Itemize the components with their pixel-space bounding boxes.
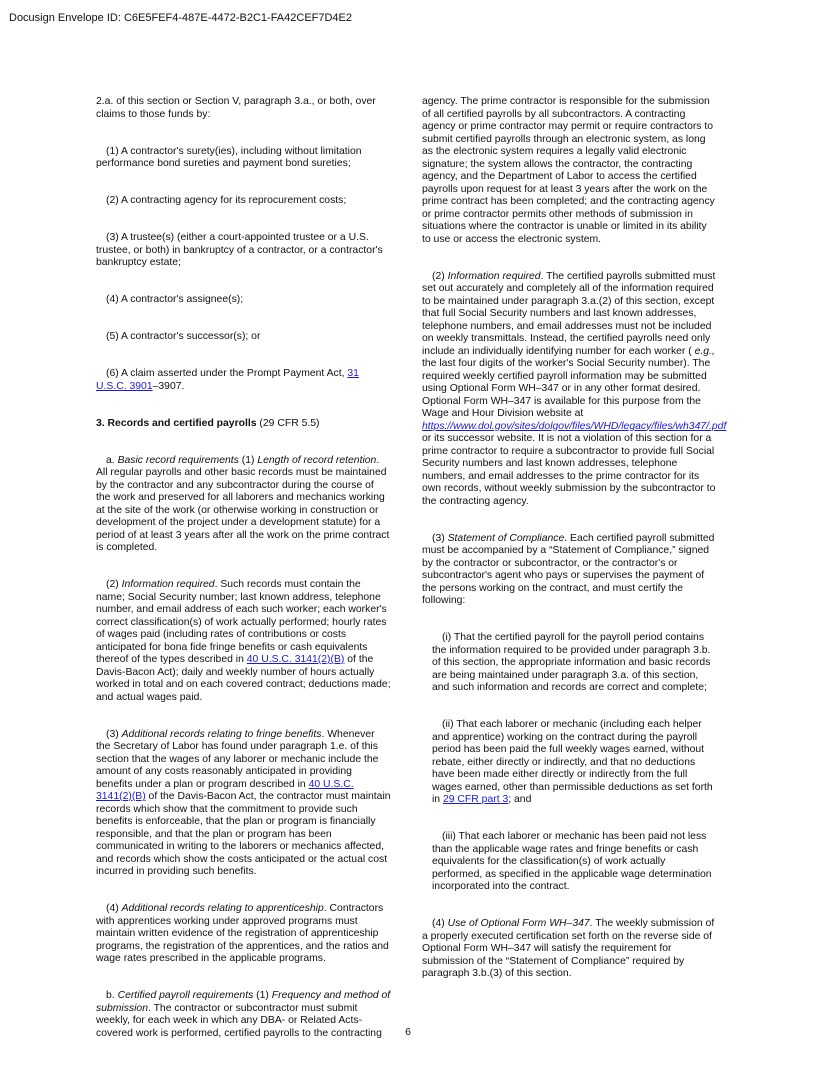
- paragraph-assignee: (4) A contractor's assignee(s);: [106, 294, 244, 305]
- text: –3907.: [152, 380, 185, 392]
- text: (2): [432, 270, 448, 282]
- text: . The contractor or subcontractor must submit weekly, for each week in which any DBA- or Related Acts-covered work is performed, certified payrolls to the contracting: [96, 1002, 382, 1039]
- heading-cfr: (29 CFR 5.5): [256, 417, 320, 429]
- link-29-cfr-part-3[interactable]: 29 CFR part 3: [442, 794, 509, 805]
- text: (6) A claim asserted under the Prompt Payment Act,: [106, 368, 348, 379]
- text: of the Davis-Bacon Act); daily and weekly number of hours actually worked in total and on each covered contract; deductions made; and actual wages paid.: [96, 654, 391, 703]
- paragraph-certified-info-required: [422, 270, 727, 509]
- section-heading-records: [96, 418, 391, 431]
- text: a.: [106, 454, 118, 466]
- text: or its successor website. It is not a violation of this section for a prime contractor to require a subcontractor to provide full Social Security numbers and last known addresses, telephone numbers, and email addresses to the prime contractor for its own records, without weekly submission by the subcontractor to the contracting agency.: [422, 433, 716, 507]
- link-40-usc-3141[interactable]: 40 U.S.C. 3141(2)(B): [246, 654, 345, 665]
- text: of the Davis-Bacon Act, the contractor must maintain records which show that the commitment to provide such benefits is enforceable, that the plan or program is financially responsible, and that the plan or program has been communicated in writing to the laborers or mechanics affected, and records which show the costs anticipated or the actual cost incurred in providing such benefits.: [96, 791, 391, 877]
- text: (ii) That each laborer or mechanic (including each helper and apprentice) working on the contract during the payroll period has been paid the full weekly wages earned, without rebate, either directly or indirectly, and that no deductions have been made either directly or indirectly from the full wages earned, other than permissible deductions as set forth in: [432, 719, 713, 805]
- text: . Whenever the Secretary of Labor has found under paragraph 1.e. of this section that the wages of any laborer or mechanic include the amount of any costs reasonably anticipated in providing benefits under a plan or program described in: [96, 728, 379, 790]
- text: . The certified payrolls submitted must set out accurately and completely all of the information required to be maintained under paragraph 3.a.(2) of this section, except that full Social Security numbers and last known addresses, telephone numbers, and email addresses must not be included on weekly transmittals. Instead, the certified payrolls need only include an individually identifying number for each worker (: [422, 270, 716, 357]
- italic-text: Statement of Compliance: [447, 532, 565, 544]
- paragraph-fringe-benefits: [96, 729, 391, 879]
- paragraph-compliance-i: (i) That the certified payroll for the payroll period contains the information required to be provided under paragraph 3.b. of this section, the appropriate information and basic records are being maintained under paragraph 3.a. of this section, and such information and records are correct and complete;: [432, 632, 711, 693]
- text: . Such records must contain the name; Social Security number; last known address, telephone number, and email address of each such worker; each worker's correct classification(s) of work actually performed; hourly rates of wages paid (including rates of contributions or costs anticipated for bona fide fringe benefits or cash equivalents thereof of the types described in: [96, 579, 387, 665]
- text: (1): [253, 990, 272, 1001]
- heading-bold: 3. Records and certified payrolls: [96, 417, 257, 429]
- paragraph-information-required: [96, 579, 391, 704]
- text: . Each certified payroll submitted must be accompanied by a “Statement of Compliance,” signed by the contractor or subcontractor, or the contractor's or subcontractor's agent who pays or supervises the payment of the persons working on the contract, and must certify the following:: [422, 532, 715, 606]
- envelope-id: Docusign Envelope ID: C6E5FEF4-487E-4472-B2C1-FA42CEF7D4E2: [9, 12, 353, 24]
- left-column: [96, 96, 391, 1065]
- text: . The weekly submission of a properly executed certification set forth on the reverse side of Optional Form WH–347 will satisfy the requirement for submission of the “Statement of Compliance” required by paragraph 3.b.(3) of this section.: [422, 918, 715, 979]
- text: . Contractors with apprentices working under approved programs must maintain written evidence of the registration of apprenticeship programs, the registration of the apprentices, and the ratios and wage rates prescribed in the applicable programs.: [96, 903, 389, 964]
- paragraph-prime-contractor-responsibility: agency. The prime contractor is responsible for the submission of all certified payrolls by all subcontractors. A contracting agency or prime contractor may permit or require contractors to submit certified payrolls through an electronic system, as long as the electronic system requires a legally valid electronic signature; the system allows the contractor, the contracting agency, and the Department of Labor to access the certified payrolls upon request for at least 3 years after the work on the prime contract has been completed; and the contracting agency or prime contractor permits other methods of submission in situations where the contractor is unable or limited in its ability to use or access the electronic system.: [422, 96, 715, 245]
- italic-text: e.g.,: [694, 345, 715, 357]
- italic-text: Additional records relating to apprenticeship: [121, 903, 324, 914]
- text: (2): [106, 579, 122, 590]
- text: (3): [106, 728, 122, 740]
- italic-text: Basic record requirements: [117, 454, 239, 466]
- paragraph-record-retention: [96, 455, 391, 555]
- paragraph-optional-form: [422, 918, 717, 981]
- text: ; and: [508, 794, 532, 805]
- italic-text: Length of record retention: [257, 454, 377, 466]
- text: the last four digits of the worker's Social Security number). The required weekly certified payroll information may be submitted using Optional Form WH–347 or in any other format desired. Optional Form WH–347 is available for this purpose from the Wage and Hour Division website at: [422, 358, 711, 419]
- paragraph-compliance-ii: [422, 719, 717, 807]
- paragraph-prompt-payment: [96, 368, 391, 393]
- text: (4): [106, 903, 122, 914]
- text: b.: [106, 990, 118, 1001]
- italic-text: Certified payroll requirements: [117, 990, 254, 1001]
- italic-text: Information required: [121, 579, 215, 590]
- paragraph-claims-intro: 2.a. of this section or Section V, paragraph 3.a., or both, over claims to those funds by:: [96, 96, 376, 120]
- paragraph-surety: (1) A contractor's surety(ies), including without limitation performance bond sureties and payment bond sureties;: [96, 145, 362, 169]
- right-column: [422, 96, 727, 1005]
- italic-text: Additional records relating to fringe benefits: [121, 728, 322, 740]
- paragraph-statement-of-compliance: [422, 533, 717, 608]
- italic-text: Information required: [447, 270, 541, 282]
- paragraph-trustee: (3) A trustee(s) (either a court-appointed trustee or a U.S. trustee, or both) in bankruptcy of a contractor, or a contractor's bankruptcy estate;: [96, 232, 383, 268]
- text: (3): [432, 532, 448, 544]
- paragraph-contracting-agency: (2) A contracting agency for its reprocurement costs;: [106, 195, 347, 206]
- text: . All regular payrolls and other basic records must be maintained by the contractor and any subcontractor during the course of the work and preserved for all laborers and mechanics working at the site of the work (or otherwise working in construction or development of the project under a development statute) for a period of at least 3 years after all the work on the prime contract is completed.: [96, 454, 390, 553]
- italic-text: Use of Optional Form WH–347: [447, 918, 590, 929]
- paragraph-successor: (5) A contractor's successor(s); or: [106, 331, 261, 342]
- text: (1): [238, 454, 258, 466]
- paragraph-compliance-iii: (iii) That each laborer or mechanic has been paid not less than the applicable wage rates and fringe benefits or cash equivalents for the classification(s) of work actually performed, as specified in the applicable wage determination incorporated into the contract.: [432, 831, 712, 892]
- link-40-usc-3141[interactable]: 40 U.S.C. 3141(2)(B): [96, 778, 354, 802]
- text: (4): [432, 918, 448, 929]
- italic-text: Frequency and method of submission: [96, 990, 391, 1014]
- page-number: 6: [405, 1026, 411, 1038]
- link-wh347-form[interactable]: https://www.dol.gov/sites/dolgov/files/WHD/legacy/files/wh347/.pdf: [422, 420, 727, 432]
- paragraph-apprenticeship: [96, 903, 391, 966]
- link-31-usc-3901[interactable]: 31 U.S.C. 3901: [96, 368, 359, 392]
